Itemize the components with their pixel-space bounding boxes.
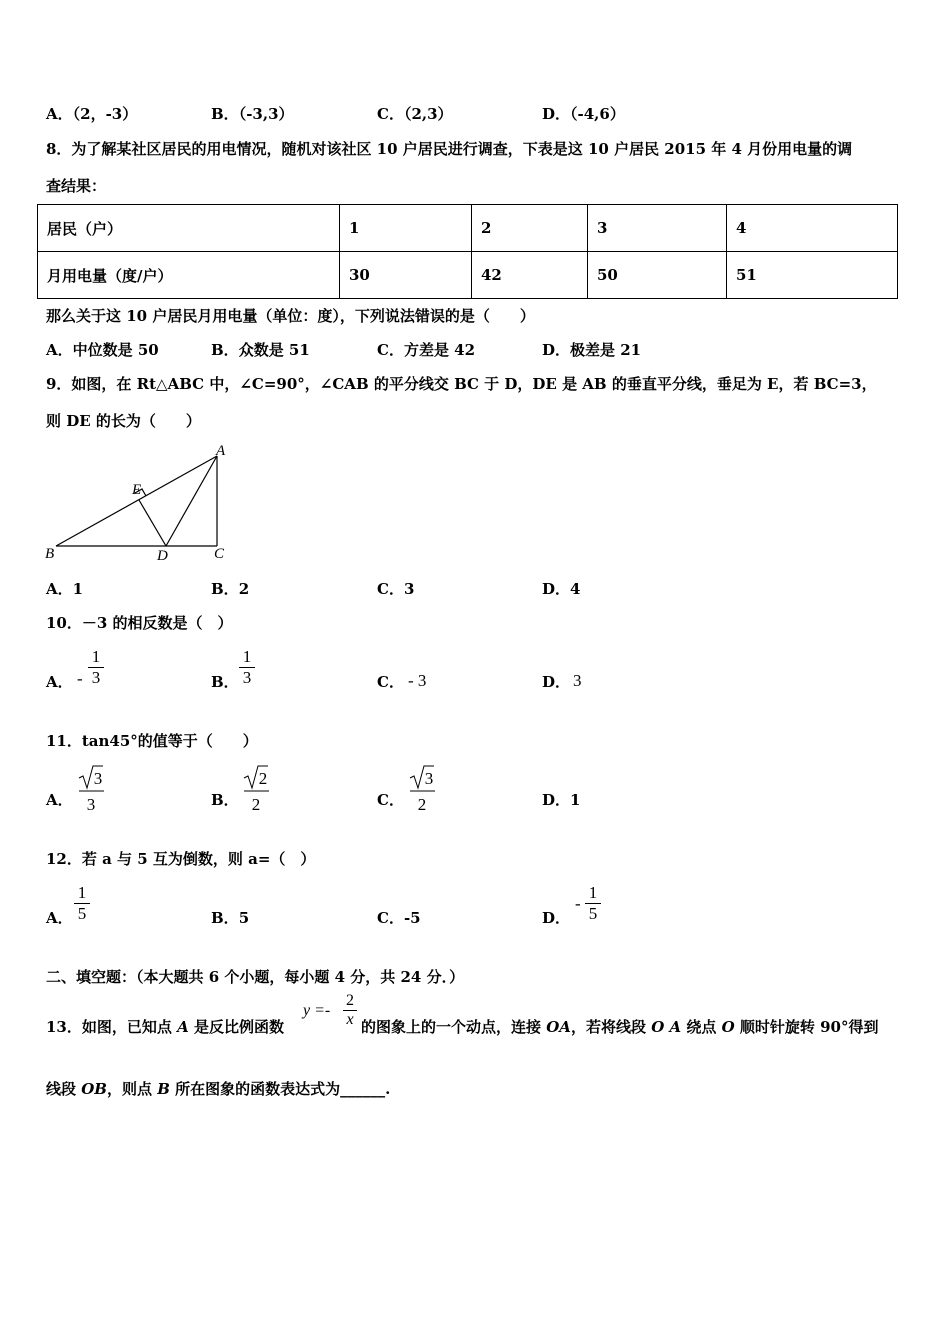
q9-option-b: B．2 — [211, 580, 250, 598]
q8-option-d: D．极差是 21 — [542, 341, 642, 359]
table-cell: 3 — [588, 205, 727, 252]
q11-option-b-fraction — [242, 764, 270, 818]
q11-option-c-fraction — [408, 764, 436, 818]
segment-de — [139, 500, 166, 546]
denominator: 2 — [251, 795, 261, 814]
q8-option-a: A．中位数是 50 — [46, 341, 159, 359]
q11-option-a-letter: A． — [46, 791, 73, 809]
text: 线段 — [46, 1080, 82, 1098]
q8-table — [37, 204, 898, 299]
q9-triangle-figure — [40, 440, 240, 565]
q10-option-d-value: 3 — [573, 671, 582, 690]
q10-option-c-letter: C． — [377, 673, 404, 691]
q10-option-d-letter: D． — [542, 673, 571, 691]
label-e: E — [132, 482, 142, 498]
denominator: 2 — [417, 795, 427, 814]
q8-option-b: B．众数是 51 — [211, 341, 310, 359]
q11-option-c-letter: C． — [377, 791, 404, 809]
q7-option-d: D．（-4,6） — [542, 105, 625, 123]
q8-option-c: C．方差是 42 — [377, 341, 476, 359]
q10-option-a-letter: A． — [46, 673, 73, 691]
q13-stem-line2 — [46, 1078, 390, 1099]
q11-option-d: D．1 — [542, 791, 581, 809]
table-row — [38, 205, 898, 252]
radicand: 3 — [93, 769, 103, 788]
text: 13．如图，已知点 — [46, 1018, 178, 1036]
text: 绕点 — [681, 1018, 722, 1036]
q12-option-d-sign: - — [575, 894, 581, 913]
point-a: A — [177, 1018, 189, 1036]
q10-option-b-fraction — [239, 647, 255, 688]
numerator: 2 — [346, 992, 354, 1009]
table-cell: 50 — [588, 252, 727, 299]
q7-option-c: C．（2,3） — [377, 105, 453, 123]
table-cell: 2 — [472, 205, 588, 252]
text: 的图象上的一个动点，连接 — [361, 1018, 547, 1036]
table-cell: 4 — [727, 205, 898, 252]
numerator: 1 — [588, 883, 598, 902]
table-cell: 居民（户） — [38, 205, 340, 252]
text: ，若将线段 — [570, 1018, 652, 1036]
point-b: B — [157, 1080, 170, 1098]
q8-stem-line1: 8．为了解某社区居民的用电情况，随机对该社区 10 户居民进行调查，下表是这 10 户居民 2015 年 4 月份用电量的调 — [46, 140, 853, 158]
table-cell: 1 — [340, 205, 472, 252]
text: ，则点 — [106, 1080, 158, 1098]
q8-question: 那么关于这 10 户居民月用电量（单位：度），下列说法错误的是（ ） — [46, 307, 535, 325]
radicand: 2 — [258, 769, 268, 788]
denominator: x — [343, 1010, 357, 1029]
numerator: 1 — [242, 647, 252, 666]
text: 顺时针旋转 90°得到 — [734, 1018, 879, 1036]
text: 所在图象的函数表达式为______. — [169, 1080, 391, 1098]
q9-option-a: A．1 — [46, 580, 84, 598]
segment-oa: OA — [546, 1018, 571, 1036]
q10-option-a-fraction — [88, 647, 104, 688]
point-o: O — [721, 1018, 735, 1036]
q11-option-a-fraction — [77, 764, 105, 818]
q9-option-d: D．4 — [542, 580, 581, 598]
denominator: 3 — [86, 795, 96, 814]
segment-ad — [166, 456, 217, 546]
q12-option-a-letter: A． — [46, 909, 73, 927]
q12-option-d-fraction — [585, 883, 601, 924]
q13-stem-part2 — [361, 1016, 878, 1037]
q8-stem-line2: 查结果： — [46, 177, 107, 195]
q12-option-b: B．5 — [211, 909, 250, 927]
denominator: 3 — [239, 667, 255, 688]
q10-stem: 10．－3 的相反数是（ ） — [46, 614, 233, 632]
q10-option-b-letter: B． — [211, 673, 239, 691]
table-cell: 月用电量（度/户） — [38, 252, 340, 299]
text: 是反比例函数 — [188, 1018, 284, 1036]
q12-option-d-letter: D． — [542, 909, 571, 927]
label-b: B — [45, 546, 55, 562]
q9-stem-line2: 则 DE 的长为（ ） — [46, 412, 201, 430]
q9-stem-line1: 9．如图，在 Rt△ABC 中，∠C=90°，∠CAB 的平分线交 BC 于 D，DE 是 AB 的垂直平分线，垂足为 E，若 BC=3， — [46, 375, 877, 393]
denominator: 5 — [74, 903, 90, 924]
formula-lhs: y =- — [303, 1002, 331, 1019]
q12-option-c: C．-5 — [377, 909, 421, 927]
label-d: D — [157, 548, 168, 564]
table-row — [38, 252, 898, 299]
denominator: 5 — [585, 903, 601, 924]
segment-ob: OB — [81, 1080, 107, 1098]
segment-ba — [56, 456, 217, 546]
q10-option-c-value: - 3 — [408, 671, 427, 690]
q9-option-c: C．3 — [377, 580, 415, 598]
segment-oa-2: O A — [651, 1018, 682, 1036]
radicand: 3 — [424, 769, 434, 788]
table-cell: 51 — [727, 252, 898, 299]
numerator: 1 — [77, 883, 87, 902]
table-cell: 42 — [472, 252, 588, 299]
label-a: A — [216, 443, 226, 459]
denominator: 3 — [88, 667, 104, 688]
numerator: 1 — [91, 647, 101, 666]
q7-option-b: B．（-3,3） — [211, 105, 294, 123]
q11-option-b-letter: B． — [211, 791, 239, 809]
q12-stem: 12．若 a 与 5 互为倒数，则 a=（ ） — [46, 850, 316, 868]
table-cell: 30 — [340, 252, 472, 299]
q11-stem: 11．tan45°的值等于（ ） — [46, 732, 258, 750]
q7-option-a: A．（2，-3） — [46, 105, 138, 123]
q12-option-a-fraction — [74, 883, 90, 924]
q13-stem-part1 — [46, 1016, 284, 1037]
q10-option-a-sign: - — [77, 669, 83, 688]
label-c: C — [214, 546, 225, 562]
formula-fraction — [343, 992, 357, 1029]
section-2-title: 二、填空题：（本大题共 6 个小题，每小题 4 分，共 24 分．） — [46, 968, 465, 986]
